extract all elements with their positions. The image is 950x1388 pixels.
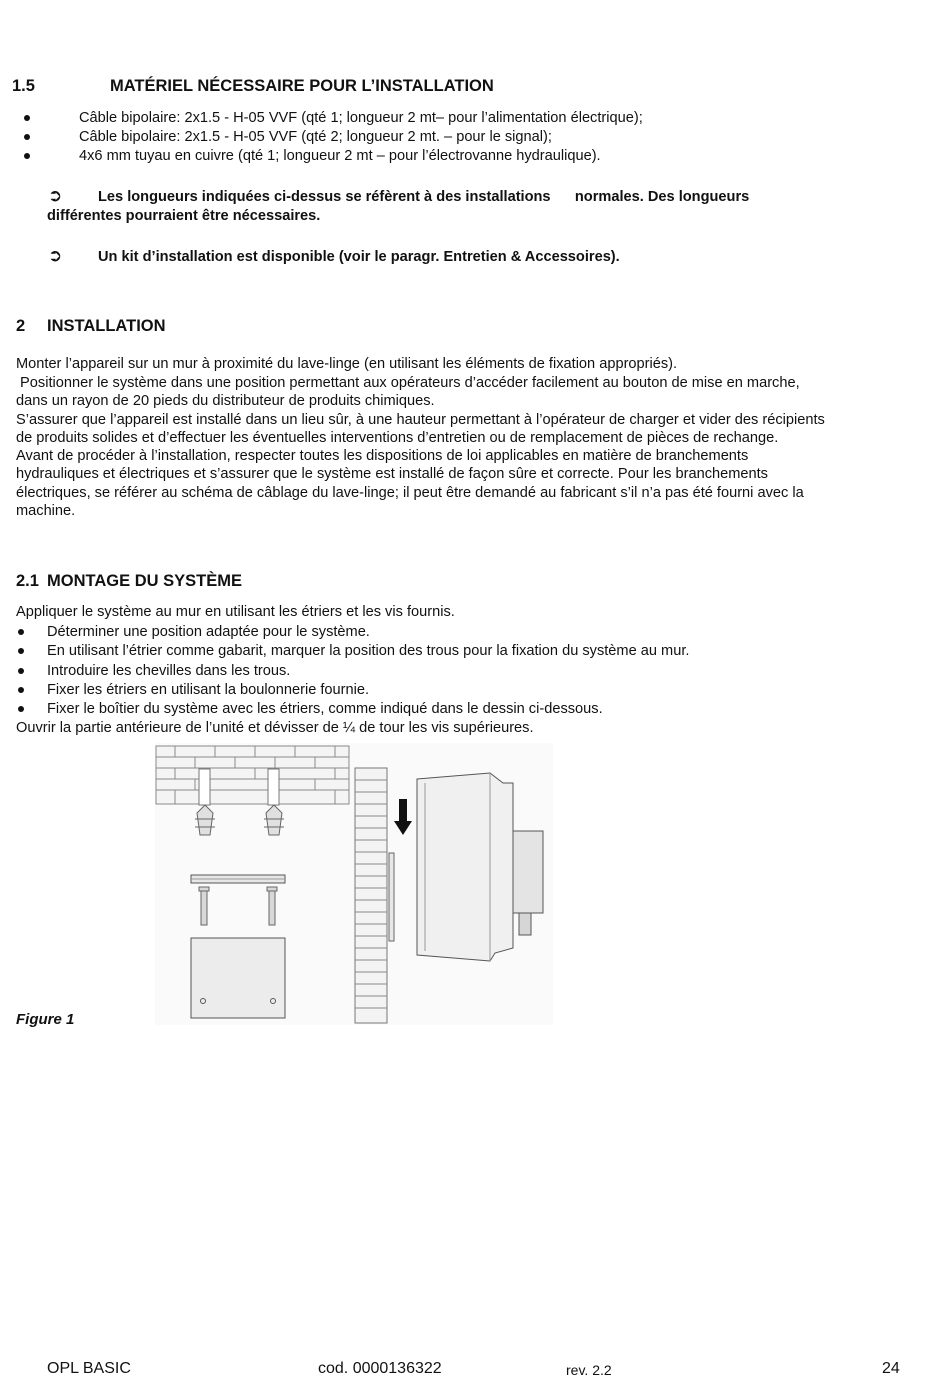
footer-product: OPL BASIC (47, 1360, 131, 1377)
list-item: Introduire les chevilles dans les trous. (47, 663, 291, 679)
section-2-1-number: 2.1 (16, 572, 39, 590)
footer-revision: rev. 2.2 (566, 1362, 612, 1378)
note-lengths-line1: Les longueurs indiquées ci-dessus se réfèrent à des installations normales. Des longueurs (98, 189, 750, 205)
list-item: Câble bipolaire: 2x1.5 - H-05 VVF (qté 1; longueur 2 mt– pour l’alimentation électrique); (79, 110, 643, 126)
paragraph-line: machine. (16, 503, 76, 520)
paragraph-line: hydrauliques et électriques et s’assurer que le système est installé de façon sûre et correcte. Pour les branchements (16, 466, 768, 483)
bullet-icon (18, 629, 24, 635)
figure-caption: Figure 1 (16, 1011, 75, 1028)
list-item: Fixer les étriers en utilisant la boulonnerie fournie. (47, 682, 370, 698)
note-kit: Un kit d’installation est disponible (voir le paragr. Entretien & Accessoires). (98, 249, 620, 265)
mounting-outro: Ouvrir la partie antérieure de l’unité et dévisser de ¼ de tour les vis supérieures. (16, 720, 534, 736)
list-item: 4x6 mm tuyau en cuivre (qté 1; longueur 2 mt – pour l’électrovanne hydraulique). (79, 148, 601, 164)
section-1-5-title: MATÉRIEL NÉCESSAIRE POUR L’INSTALLATION (110, 77, 494, 95)
installation-figure (155, 743, 553, 1025)
bullet-icon (24, 134, 30, 140)
list-item: Câble bipolaire: 2x1.5 - H-05 VVF (qté 2; longueur 2 mt. – pour le signal); (79, 129, 552, 145)
installation-paragraph-2 (16, 447, 804, 521)
system-box-front-illustration (191, 938, 285, 1018)
paragraph-line: de produits solides et d’effectuer les éventuelles interventions d’entretien ou de remplacement de pièces de rechange. (16, 430, 779, 447)
mounting-intro: Appliquer le système au mur en utilisant les étriers et les vis fournis. (16, 604, 455, 620)
section-2-number: 2 (16, 317, 26, 335)
side-wall-illustration (355, 768, 387, 1023)
page-number: 24 (882, 1360, 900, 1377)
bullet-icon (18, 687, 24, 693)
paragraph-line: Positionner le système dans une position permettant aux opérateurs d’accéder facilement au bouton de mise en marche, (16, 374, 800, 391)
bullet-icon (24, 153, 30, 159)
paragraph-line: S’assurer que l’appareil est installé dans un lieu sûr, à une hauteur permettant à l’opérateur de charger et vider des récipients (16, 411, 825, 428)
bullet-icon (18, 706, 24, 712)
paragraph-line: dans un rayon de 20 pieds du distributeur de produits chimiques. (16, 393, 435, 410)
bullet-icon (18, 668, 24, 674)
paragraph-line: Monter l’appareil sur un mur à proximité du lave-linge (en utilisant les éléments de fixation appropriés). (16, 356, 678, 373)
arrow-right-icon: ➲ (48, 186, 63, 205)
paragraph-line: électriques, se référer au schéma de câblage du lave-linge; il peut être demandé au fabricant s’il n’a pas été fourni avec la (16, 484, 804, 501)
bullet-icon (24, 115, 30, 121)
bullet-icon (18, 648, 24, 654)
wall-bricks-illustration (156, 746, 349, 804)
section-2-1-title: MONTAGE DU SYSTÈME (47, 572, 242, 590)
paragraph-line: Avant de procéder à l’installation, respecter toutes les dispositions de loi applicables en matière de branchements (16, 448, 749, 464)
arrow-right-icon: ➲ (48, 246, 63, 265)
note-lengths-line2: différentes pourraient être nécessaires. (47, 208, 321, 224)
list-item: Fixer le boîtier du système avec les étriers, comme indiqué dans le dessin ci-dessous. (47, 701, 603, 717)
list-item: Déterminer une position adaptée pour le système. (47, 624, 370, 640)
section-2-title: INSTALLATION (47, 317, 166, 335)
list-item: En utilisant l’étrier comme gabarit, marquer la position des trous pour la fixation du système au mur. (47, 643, 690, 659)
footer-code: cod. 0000136322 (318, 1360, 442, 1377)
section-1-5-number: 1.5 (12, 77, 35, 95)
